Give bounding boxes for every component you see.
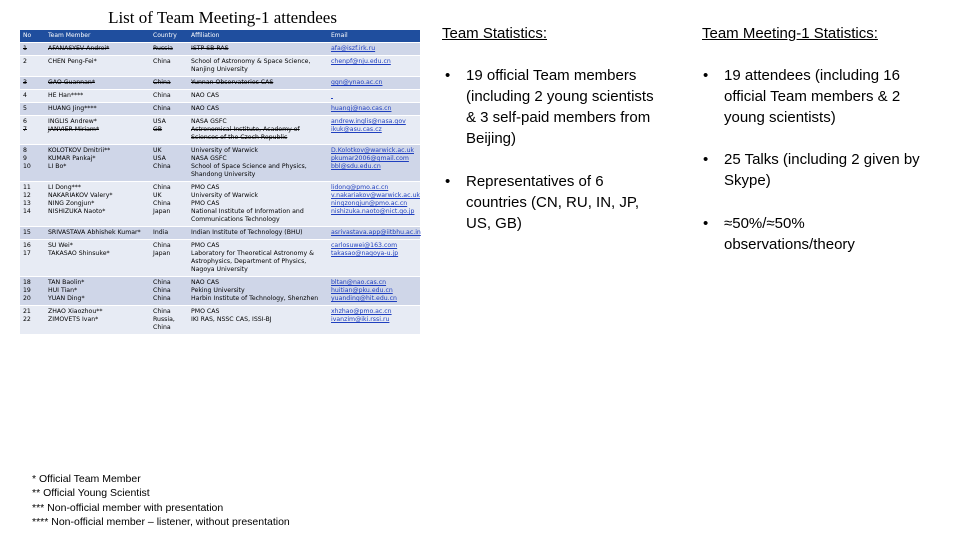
cell-affiliation-value: NAO CAS [191,92,220,99]
cell-country-value: China [153,58,171,65]
cell-email-value[interactable]: chenpf@nju.edu.cn [331,58,391,65]
header-country: Country [150,30,188,43]
cell-country [150,90,188,103]
table-row [20,145,420,182]
cell-no-value: 9 [23,155,27,162]
list-item [703,213,938,255]
cell-no [20,277,45,306]
cell-affiliation-value: IKI RAS, NSSC CAS, ISSI-BJ [191,316,272,323]
cell-country [150,77,188,90]
cell-country-value: China [153,92,171,99]
cell-country-value: Russia, China [153,316,175,331]
cell-affiliation-value: Laboratory for Theoretical Astronomy & Astrophysics, Department of Physics, Nagoya University [191,250,314,273]
cell-no-value: 13 [23,200,31,207]
cell-country-value: USA [153,155,166,162]
cell-member [45,227,150,240]
list-item [703,149,938,191]
bullet-icon: • [445,173,451,190]
cell-no-value: 6 [23,118,27,125]
cell-affiliation [188,103,328,116]
cell-country-value: UK [153,192,162,199]
cell-affiliation [188,145,328,182]
header-member: Team Member [45,30,150,43]
cell-email-value[interactable]: v.nakariakov@warwick.ac.uk [331,192,420,199]
table-row [20,43,420,56]
cell-email-value[interactable]: ggn@ynao.ac.cn [331,79,383,86]
cell-member [45,145,150,182]
cell-member-value: KOLOTKOV Dmitrii** [48,147,111,154]
cell-member-value: NAKARIAKOV Valery* [48,192,113,199]
cell-email-value[interactable]: huangj@nao.cas.cn [331,105,392,112]
cell-no [20,77,45,90]
cell-no [20,240,45,277]
cell-country-value: China [153,308,171,315]
cell-email-value[interactable]: takasao@nagoya-u.jp [331,250,399,257]
cell-country [150,145,188,182]
footnote: **** Non-official member – listener, without presentation [32,515,290,528]
cell-email-value[interactable]: D.Kolotkov@warwick.ac.uk [331,147,414,154]
table-row [20,103,420,116]
cell-affiliation-value: PMO CAS [191,184,220,191]
list-item [445,171,665,234]
cell-no-value: 17 [23,250,31,257]
cell-email [328,145,420,182]
cell-no [20,182,45,227]
cell-no-value: 2 [23,58,27,65]
cell-country-value: Russia [153,45,173,52]
cell-email-value[interactable]: nishizuka.naoto@nict.go.jp [331,208,415,215]
cell-email-value[interactable]: pkumar2006@gmail.com [331,155,409,162]
cell-country-value: UK [153,147,162,154]
cell-affiliation [188,90,328,103]
cell-email-value[interactable]: huitian@pku.edu.cn [331,287,393,294]
cell-member-value: HUANG Jing**** [48,105,97,112]
meeting-stat-text: 25 Talks (including 2 given by Skype) [724,151,920,189]
meeting-stat-text: ≈50%/≈50% observations/theory [724,215,855,253]
cell-email-value[interactable]: ivanzim@iki.rssi.ru [331,316,390,323]
cell-email [328,306,420,335]
cell-affiliation [188,227,328,240]
cell-no [20,56,45,77]
cell-email-value[interactable]: xhzhao@pmo.ac.cn [331,308,392,315]
cell-affiliation-value: Peking University [191,287,245,294]
cell-affiliation-value: National Institute of Information and Communications Technology [191,208,304,223]
cell-no-value: 22 [23,316,31,323]
cell-email [328,56,420,77]
cell-member-value: HUI Tian* [48,287,78,294]
cell-no [20,116,45,145]
cell-member [45,90,150,103]
cell-country [150,56,188,77]
cell-country-value: China [153,184,171,191]
cell-member-value: GAO Guannan* [48,79,95,86]
cell-member-value: HE Han**** [48,92,84,99]
team-stat-text: 19 official Team members (including 2 young scientists & 3 self-paid members from Beijing) [466,67,654,147]
cell-member-value: LI Dong*** [48,184,81,191]
cell-no [20,103,45,116]
cell-affiliation [188,277,328,306]
cell-no-value: 1 [23,45,27,52]
cell-email-value[interactable]: bbl@sdu.edu.cn [331,163,381,170]
cell-email [328,103,420,116]
cell-no [20,227,45,240]
bullet-icon: • [703,67,709,84]
cell-no [20,306,45,335]
cell-no-value: 10 [23,163,31,170]
cell-affiliation [188,56,328,77]
header-email: Email [328,30,420,43]
cell-affiliation [188,306,328,335]
table-header-row [20,30,420,43]
meeting-stat-text: 19 attendees (including 16 official Team members & 2 young scientists) [724,67,901,126]
meeting-stats-list [703,65,938,255]
cell-affiliation-value: PMO CAS [191,308,220,315]
list-item [703,65,938,128]
cell-email-value[interactable]: carlosuwei@163.com [331,242,398,249]
cell-member-value: CHEN Peng-Fei* [48,58,97,65]
cell-email-value[interactable]: ikuk@asu.cas.cz [331,126,382,133]
cell-affiliation-value: School of Astronomy & Space Science, Nanjing University [191,58,311,73]
slide-title: List of Team Meeting-1 attendees [108,8,337,27]
cell-member [45,56,150,77]
cell-email-value[interactable]: lidong@pmo.ac.cn [331,184,389,191]
cell-member-value: SU Wei* [48,242,73,249]
cell-member-value: NISHIZUKA Naoto* [48,208,106,215]
attendees-table [20,30,420,334]
cell-country [150,103,188,116]
cell-no [20,145,45,182]
table-row [20,116,420,145]
cell-member [45,43,150,56]
cell-member-value: SRIVASTAVA Abhishek Kumar* [48,229,141,236]
cell-member [45,277,150,306]
cell-no-value: 14 [23,208,31,215]
cell-country-value: China [153,163,171,170]
cell-affiliation-value: ISTP SB RAS [191,45,229,52]
cell-country-value: Japan [153,250,171,257]
cell-member [45,77,150,90]
cell-member-value: LI Bo* [48,163,67,170]
cell-member [45,240,150,277]
cell-country-value: USA [153,118,166,125]
cell-member [45,306,150,335]
cell-affiliation [188,77,328,90]
cell-email-value[interactable]: ningzongjun@pmo.ac.cn [331,200,408,207]
cell-country-value: China [153,79,171,86]
cell-member [45,116,150,145]
footnote: ** Official Young Scientist [32,487,150,500]
cell-email [328,227,420,240]
cell-no-value: 12 [23,192,31,199]
cell-no-value: 16 [23,242,31,249]
cell-no-value: 4 [23,92,27,99]
cell-email [328,116,420,145]
bullet-icon: • [703,151,709,168]
table-row [20,277,420,306]
cell-no-value: 21 [23,308,31,315]
cell-no [20,43,45,56]
cell-member-value: ZHAO Xiaozhou** [48,308,103,315]
cell-email-value[interactable]: andrew.inglis@nasa.gov [331,118,406,125]
cell-country [150,116,188,145]
cell-email [328,77,420,90]
table-row [20,182,420,227]
cell-country-value: China [153,295,171,302]
cell-affiliation [188,240,328,277]
cell-country-value: China [153,105,171,112]
cell-affiliation-value: Indian Institute of Technology (BHU) [191,229,303,236]
cell-country-value: China [153,200,171,207]
cell-affiliation-value: NAO CAS [191,105,220,112]
cell-member [45,103,150,116]
cell-affiliation-value: University of Warwick [191,192,258,199]
cell-country-value: China [153,287,171,294]
cell-email [328,90,420,103]
cell-email-value[interactable]: asrivastava.app@iitbhu.ac.in [331,229,421,236]
cell-affiliation [188,43,328,56]
cell-email [328,43,420,56]
cell-no-value: 5 [23,105,27,112]
cell-member-value: JANVIER Miriam* [48,126,100,133]
cell-country-value: India [153,229,169,236]
cell-affiliation-value: Astronomical Institute, Academy of Sciences of the Czech Republic [191,126,300,141]
cell-member-value: NING Zongjun* [48,200,95,207]
cell-email [328,182,420,227]
cell-member-value: ZIMOVETS Ivan* [48,316,99,323]
footnote: * Official Team Member [32,473,141,485]
header-no: No [20,30,45,43]
table-row [20,56,420,77]
team-stats-list [445,65,665,234]
cell-email-value[interactable]: afa@iszf.irk.ru [331,45,376,52]
team-stat-text: Representatives of 6 countries (CN, RU, IN, JP, US, GB) [466,173,640,232]
table-row [20,77,420,90]
cell-country [150,240,188,277]
list-item [445,65,665,149]
cell-affiliation [188,182,328,227]
cell-member-value: KUMAR Pankaj* [48,155,96,162]
cell-no-value: 19 [23,287,31,294]
header-affiliation: Affiliation [188,30,328,43]
cell-country-value: China [153,279,171,286]
table-row [20,90,420,103]
table-row [20,240,420,277]
cell-member-value: INGLIS Andrew* [48,118,97,125]
cell-country [150,277,188,306]
cell-affiliation-value: NASA GSFC [191,118,227,125]
table-row [20,227,420,240]
cell-country [150,43,188,56]
attendees-table-body [20,43,420,335]
cell-member-value: AFANASYEV Andrei* [48,45,110,52]
cell-country [150,306,188,335]
cell-no-value: 7 [23,126,27,133]
cell-no [20,90,45,103]
cell-affiliation-value: Harbin Institute of Technology, Shenzhen [191,295,319,302]
cell-country-value: GB [153,126,163,133]
meeting-stats-heading: Team Meeting-1 Statistics: [702,25,878,42]
cell-email-value[interactable]: bltan@nao.cas.cn [331,279,387,286]
cell-country-value: China [153,242,171,249]
cell-affiliation-value: School of Space Science and Physics, Shandong University [191,163,307,178]
cell-no-value: 3 [23,79,27,86]
cell-no-value: 15 [23,229,31,236]
cell-member-value: TAN Baolin* [48,279,85,286]
cell-no-value: 20 [23,295,31,302]
bullet-icon: • [445,67,451,84]
cell-affiliation-value: University of Warwick [191,147,258,154]
team-stats-heading: Team Statistics: [442,25,548,42]
cell-no-value: 8 [23,147,27,154]
cell-affiliation [188,116,328,145]
cell-email-value [331,92,417,100]
cell-email [328,277,420,306]
cell-no-value: 11 [23,184,31,191]
cell-country [150,182,188,227]
cell-affiliation-value: Yunnan Observatories CAS [191,79,274,86]
footnote: *** Non-official member with presentation [32,501,224,514]
cell-affiliation-value: NASA GSFC [191,155,227,162]
cell-no-value: 18 [23,279,31,286]
cell-affiliation-value: PMO CAS [191,242,220,249]
cell-affiliation-value: NAO CAS [191,279,220,286]
cell-member-value: TAKASAO Shinsuke* [48,250,110,257]
cell-affiliation-value: PMO CAS [191,200,220,207]
cell-member-value: YUAN Ding* [48,295,85,302]
footnotes [32,472,290,529]
cell-member [45,182,150,227]
cell-email [328,240,420,277]
cell-country-value: Japan [153,208,171,215]
cell-email-value[interactable]: yuanding@hit.edu.cn [331,295,397,302]
table-row [20,306,420,335]
bullet-icon: • [703,215,709,232]
cell-country [150,227,188,240]
